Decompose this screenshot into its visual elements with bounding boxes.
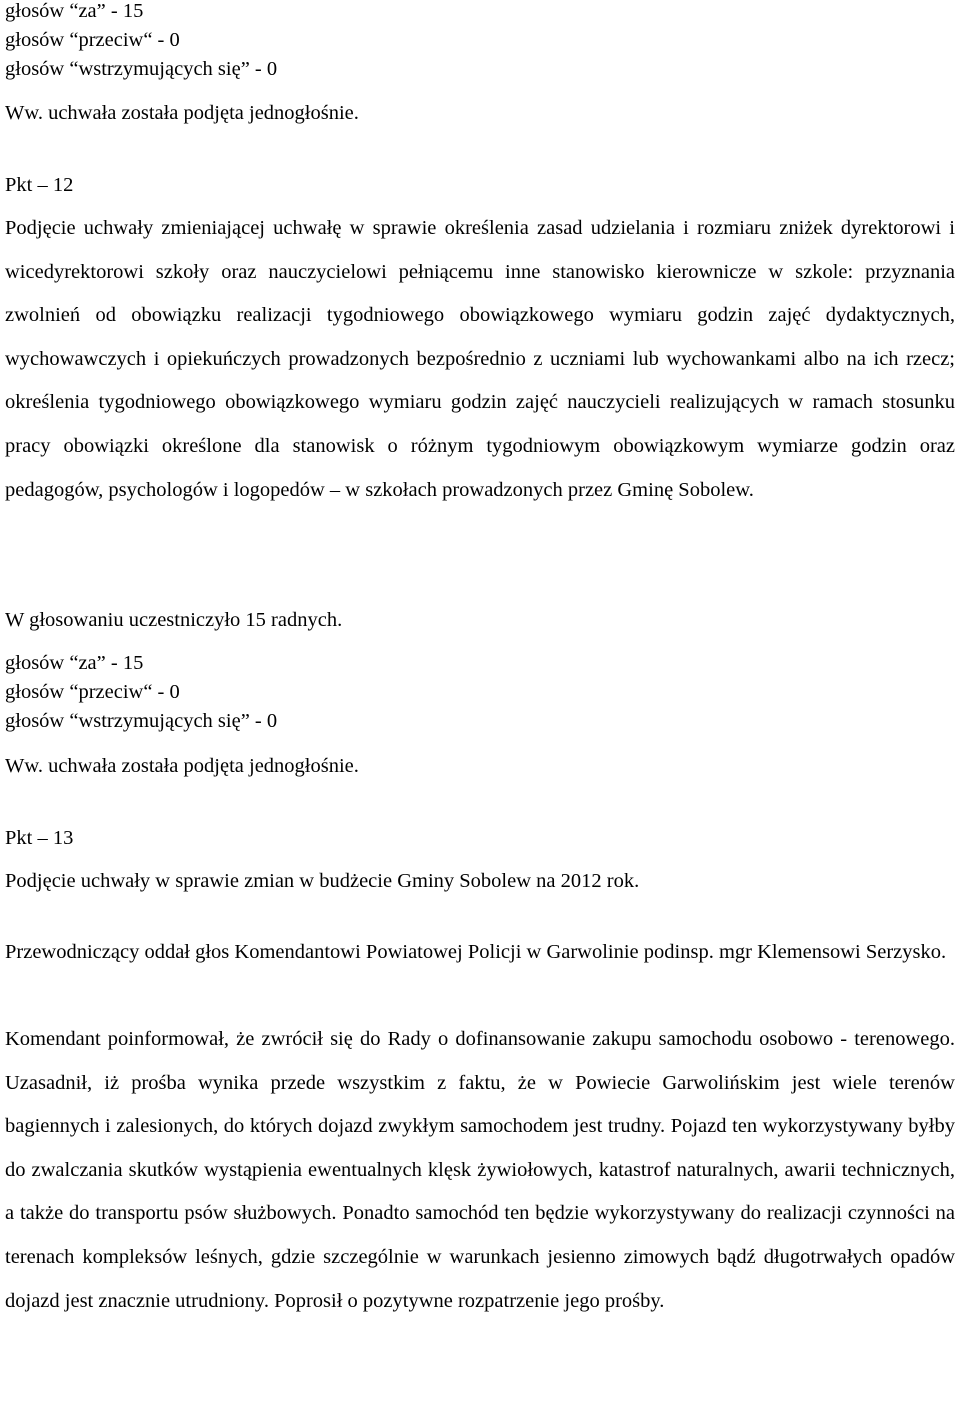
item-12-body: Podjęcie uchwały zmieniającej uchwałę w sprawie określenia zasad udzielania i rozmiaru zniżek dyrektorowi i wicedyrektorowi szkoły oraz nauczycielowi pełniącemu inne stanowisko kierownicze w szkole: przyznania zwolnień od obowiązku realizacji tygodniowego obowiązkowego wymiaru godzin zajęć dydaktycznych, wychowawczych i opiekuńczych prowadzonych bezpośrednio z uczniami lub wychowankami albo na ich rzecz; określenia tygodniowego obowiązkowego wymiaru godzin zajęć nauczycieli realizujących w ramach stosunku pracy obowiązki określone dla stanowisk o różnym tygodniowym obowiązkowym wymiarze godzin oraz pedagogów, psychologów i logopedów – w szkołach prowadzonych przez Gminę Sobolew. (5, 217, 955, 501)
voting-participation-line: W głosowaniu uczestniczyło 15 radnych. (5, 609, 343, 631)
item-13-heading: Pkt – 13 (5, 827, 74, 849)
item-13-paragraph-1: Przewodniczący oddał głos Komendantowi Powiatowej Policji w Garwolinie podinsp. mgr Klemensowi Serzysko. (5, 941, 947, 963)
votes-for-line: głosów “za” - 15 (5, 652, 144, 674)
item-13-paragraph-2: Komendant poinformował, że zwrócił się do Rady o dofinansowanie zakupu samochodu osobowo - terenowego. Uzasadnił, iż prośba wynika przede wszystkim z faktu, że w Powiecie Garwolińskim jest wiele terenów bagiennych i zalesionych, do których dojazd zwykłym samochodem jest trudny. Pojazd ten wykorzystywany byłby do zwalczania skutków wystąpienia ewentualnych klęsk żywiołowych, katastrof naturalnych, awarii technicznych, a także do transportu psów służbowych. Ponadto samochód ten będzie wykorzystywany do realizacji czynności na terenach kompleksów leśnych, gdzie szczególnie w warunkach jesienno zimowych bądź długotrwałych opadów dojazd jest znacznie utrudniony. Poprosił o pozytywne rozpatrzenie jego prośby. (5, 1028, 955, 1312)
votes-for-line: głosów “za” - 15 (5, 0, 144, 22)
votes-against-line: głosów “przeciw“ - 0 (5, 29, 180, 51)
resolution-result-line: Ww. uchwała została podjęta jednogłośnie. (5, 755, 359, 777)
resolution-result-line: Ww. uchwała została podjęta jednogłośnie. (5, 102, 359, 124)
votes-abstain-line: głosów “wstrzymujących się” - 0 (5, 58, 278, 80)
votes-abstain-line: głosów “wstrzymujących się” - 0 (5, 710, 278, 732)
item-12-heading: Pkt – 12 (5, 174, 74, 196)
votes-against-line: głosów “przeciw“ - 0 (5, 681, 180, 703)
item-13-title: Podjęcie uchwały w sprawie zmian w budżecie Gminy Sobolew na 2012 rok. (5, 870, 640, 892)
